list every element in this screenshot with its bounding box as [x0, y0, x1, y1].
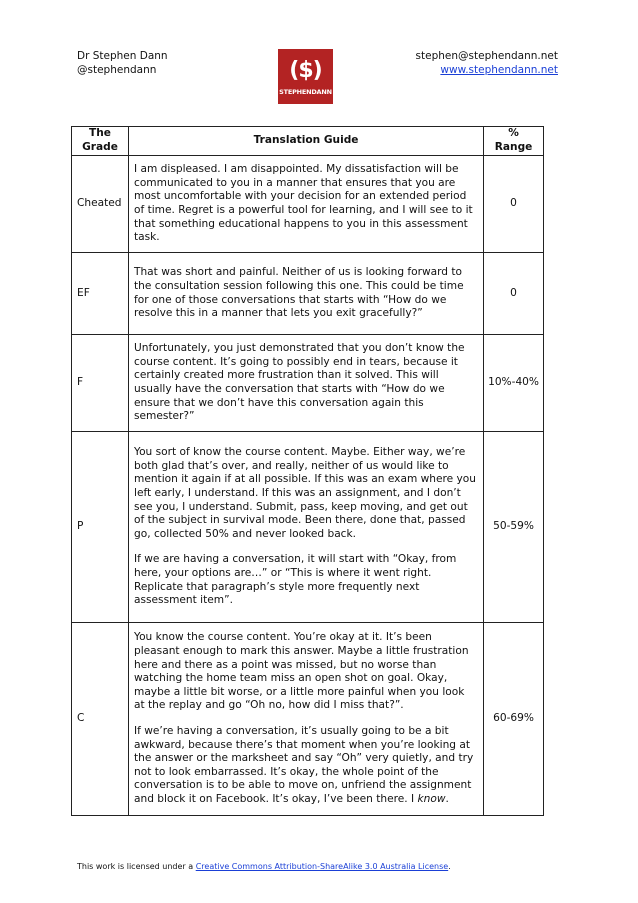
author-handle: @stephendann	[77, 64, 157, 76]
range-cell: 50-59%	[484, 432, 544, 623]
license-suffix: .	[448, 862, 451, 871]
guide-paragraph: You know the course content. You’re okay at it. It’s been pleasant enough to mark this answer. Maybe a little frustration here and there as a point was missed, but no worse than watching the home team miss an open shot on goal. Okay, maybe a little bit worse, or a little more painful when you look at the replay and go “Oh no, how did I miss that?”.	[134, 631, 469, 712]
logo-text: STEPHENDANN	[279, 88, 332, 96]
header-guide: Translation Guide	[129, 127, 484, 156]
guide-cell	[129, 623, 484, 816]
emphasis-word: know	[417, 792, 446, 805]
table-row	[72, 253, 544, 335]
guide-cell	[129, 335, 484, 432]
guide-paragraph: If we are having a conversation, it will start with “Okay, from here, your options are…” or “This is where it went right. Replicate that paragraph’s style more frequently next assessment item”.	[134, 553, 457, 607]
license-prefix: This work is licensed under a	[77, 862, 196, 871]
table-row	[72, 432, 544, 623]
grade-translation-table	[71, 126, 544, 816]
guide-cell	[129, 253, 484, 335]
table-row	[72, 335, 544, 432]
guide-paragraph: That was short and painful. Neither of us is looking forward to the consultation session following this one. This could be time for one of those conversations that starts with “How do we resolve this in a manner that lets you exit gracefully?”	[134, 266, 464, 320]
grade-cell: F	[72, 335, 129, 432]
guide-cell	[129, 432, 484, 623]
range-cell: 60-69%	[484, 623, 544, 816]
grade-cell: C	[72, 623, 129, 816]
header-range: % Range	[484, 127, 544, 156]
author-block	[77, 49, 168, 77]
guide-cell	[129, 156, 484, 253]
grade-cell: Cheated	[72, 156, 129, 253]
author-name: Dr Stephen Dann	[77, 50, 168, 62]
guide-paragraph: Unfortunately, you just demonstrated that you don’t know the course content. It’s going to possibly end in tears, because it certainly created more frustration than it solved. This will usually have the conversation that starts with “How do we ensure that we don’t have this conversation again this semester?”	[134, 342, 465, 423]
stephendann-logo	[278, 49, 333, 104]
guide-paragraph: You sort of know the course content. Maybe. Either way, we’re both glad that’s over, and really, neither of us would like to mention it again if at all possible. If this was an exam where you left early, I understand. If this was an assignment, and I don’t see you, I understand. Submit, pass, keep moving, and get out of the subject in survival mode. Been there, done that, passed go, collected 50% and never looked back.	[134, 446, 476, 540]
dollar-icon: ($)	[289, 58, 322, 83]
guide-paragraph-text: If we’re having a conversation, it’s usually going to be a bit awkward, because there’s that moment when you’re looking at the answer or the marksheet and say “Oh” very quietly, and try not to look embarrassed. It’s okay, the whole point of the conversation is to be able to move on, unfriend the assignment and block it on Facebook. It’s okay, I’ve been there. I	[134, 725, 474, 805]
license-link[interactable]: Creative Commons Attribution-ShareAlike 3.0 Australia License	[195, 862, 449, 871]
grade-cell: P	[72, 432, 129, 623]
grade-cell: EF	[72, 253, 129, 335]
guide-paragraph: If we’re having a conversation, it’s usually going to be a bit awkward, because there’s that moment when you’re looking at the answer or the marksheet and say “Oh” very quietly, and try not to look embarrassed. It’s okay, the whole point of the conversation is to be able to move on, unfriend the assignment and block it on Facebook. It’s okay, I’ve been there. I know.	[134, 725, 474, 805]
table-row	[72, 156, 544, 253]
contact-block	[416, 49, 558, 77]
guide-paragraph: I am displeased. I am disappointed. My dissatisfaction will be communicated to you in a manner that ensures that you are most uncomfortable with your decision for an extended period of time. Regret is a powerful tool for learning, and I will see to it that something educational happens to you in this assessment task.	[134, 163, 473, 244]
table-header-row	[72, 127, 544, 156]
range-cell: 10%-40%	[484, 335, 544, 432]
range-cell: 0	[484, 253, 544, 335]
author-email: stephen@stephendann.net	[415, 50, 558, 62]
header-grade: The Grade	[72, 127, 129, 156]
range-cell: 0	[484, 156, 544, 253]
table-row	[72, 623, 544, 816]
website-link[interactable]: www.stephendann.net	[440, 64, 558, 76]
license-footer	[77, 862, 451, 871]
